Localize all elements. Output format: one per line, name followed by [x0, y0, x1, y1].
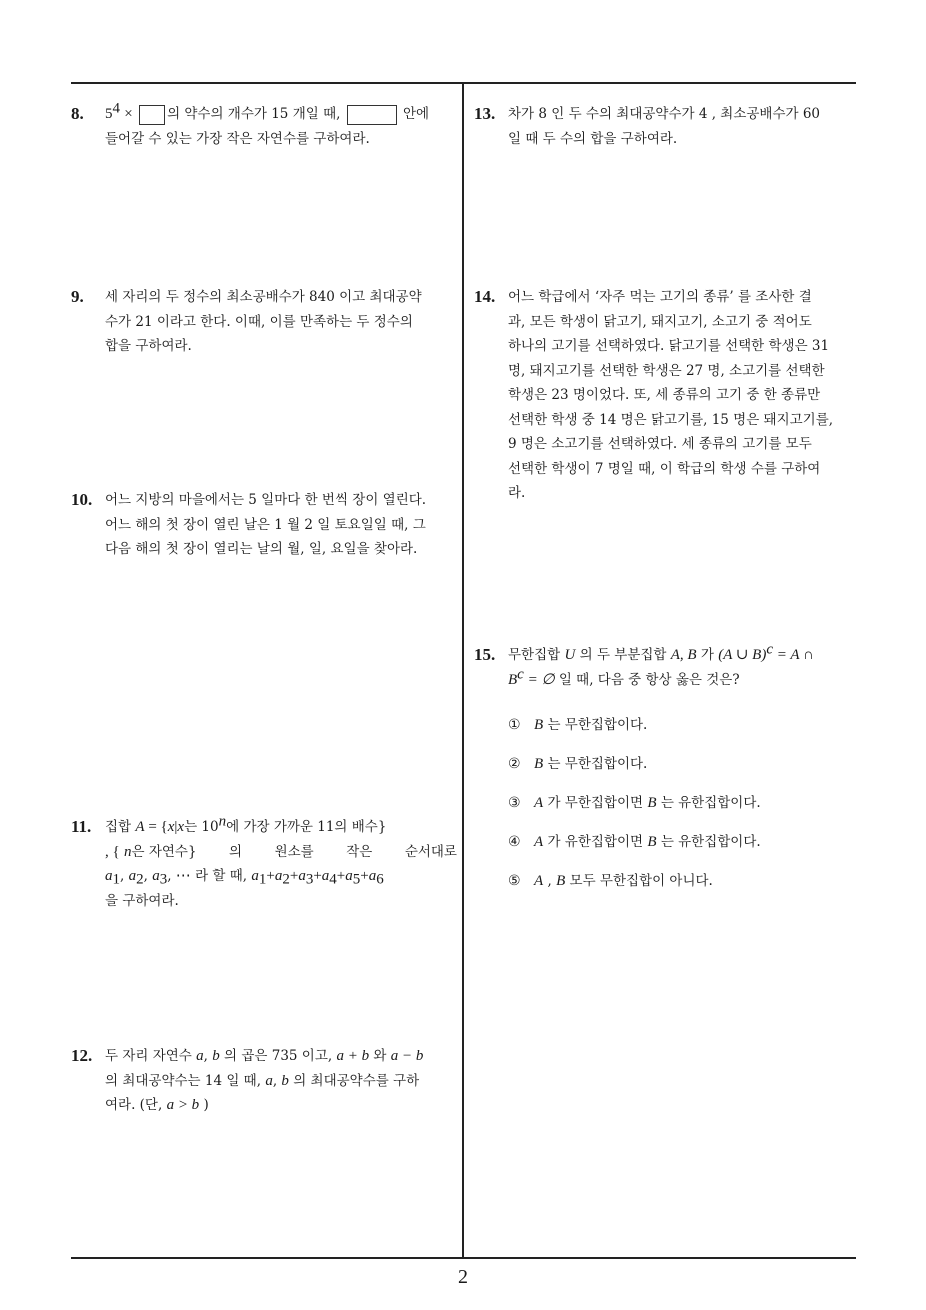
blank-box: [139, 105, 165, 125]
problem-number: 15.: [474, 645, 496, 664]
choice-2[interactable]: ② B 는 무한집합이다.: [508, 756, 648, 772]
answer-choices: [508, 706, 860, 901]
problem-9: [71, 285, 457, 359]
column-divider: [462, 83, 464, 1258]
problem-number: 14.: [474, 287, 496, 306]
problem-number: 10.: [71, 490, 93, 509]
choice-4[interactable]: ④ A 가 유한집합이면 B 는 유한집합이다.: [508, 834, 761, 850]
problem-number: 12.: [71, 1046, 93, 1065]
problem-number: 13.: [474, 104, 496, 123]
problem-14: [474, 285, 860, 506]
problem-number: 8.: [71, 104, 84, 123]
problem-10: [71, 488, 457, 562]
page-number: 2: [458, 1266, 468, 1288]
top-rule: [71, 82, 856, 84]
problem-text: $5^4$ × 의 약수의 개수가 15 개일 때, 안에 들어갈 수 있는 가장 작은 자연수를 구하여라.: [105, 100, 430, 147]
problem-12: [71, 1044, 457, 1118]
problem-11: [71, 815, 457, 913]
problem-text: 세 자리의 두 정수의 최소공배수가 840 이고 최대공약 수가 21 이라고 한다. 이때, 이를 만족하는 두 정수의 합을 구하여라.: [105, 289, 422, 354]
choice-3[interactable]: ③ A 가 무한집합이면 B 는 유한집합이다.: [508, 795, 761, 811]
bottom-rule: [71, 1257, 856, 1259]
problem-text: 어느 학급에서 ‘자주 먹는 고기의 종류’ 를 조사한 결 과, 모든 학생이 닭고기, 돼지고기, 소고기 중 적어도 하나의 고기를 선택하였다. 닭고기를 선택한 학생은 31 명, 돼지고기를 선택한 학생은 27 명, 소고기를 선택한 학생은 23 명이었다. 또, 세 종류의 고기 중 한 종류만 선택한 학생 중 14 명은 닭고기를, 15 명은 돼지고기를, 9 명은 소고기를 선택하였다. 세 종류의 고기를 모두 선택한 학생이 7 명일 때, 이 학급의 학생 수를 구하여 라.: [508, 289, 834, 501]
problem-text: 두 자리 자연수 a, b 의 곱은 735 이고, a + b 와 a − b 의 최대공약수는 14 일 때, a, b 의 최대공약수를 구하 여라. (단, a > b ): [105, 1048, 424, 1113]
problem-text: 차가 8 인 두 수의 최대공약수가 4 , 최소공배수가 60 일 때 두 수의 합을 구하여라.: [508, 106, 821, 147]
problem-number: 9.: [71, 287, 84, 306]
choice-5[interactable]: ⑤ A , B 모두 무한집합이 아니다.: [508, 873, 713, 889]
problem-text: 집합 A = {x|x는 10$^n$에 가장 가까운 11의 배수} , { n은 자연수} 의 원소를 작은 순서대로 $a_1$, $a_2$, $a_3$, ⋯ 라 할 때, $a_1+a_2+a_3+a_4+a_5+a_6$ 을 구하여라.: [105, 813, 457, 909]
problem-15: [474, 643, 860, 901]
problem-13: [474, 102, 860, 151]
problem-text: 어느 지방의 마을에서는 5 일마다 한 번씩 장이 열린다. 어느 해의 첫 장이 열린 날은 1 월 2 일 토요일일 때, 그 다음 해의 첫 장이 열리는 날의 월, 일, 요일을 찾아라.: [105, 492, 427, 557]
choice-1[interactable]: ① B 는 무한집합이다.: [508, 717, 648, 733]
problem-text: 무한집합 U 의 두 부분집합 A, B 가 (A ∪ B)$^c$ = A ∩ $B^c$ = ∅ 일 때, 다음 중 항상 옳은 것은?: [508, 641, 814, 688]
problem-8: [71, 102, 457, 151]
blank-box: [347, 105, 397, 125]
problem-number: 11.: [71, 817, 92, 836]
